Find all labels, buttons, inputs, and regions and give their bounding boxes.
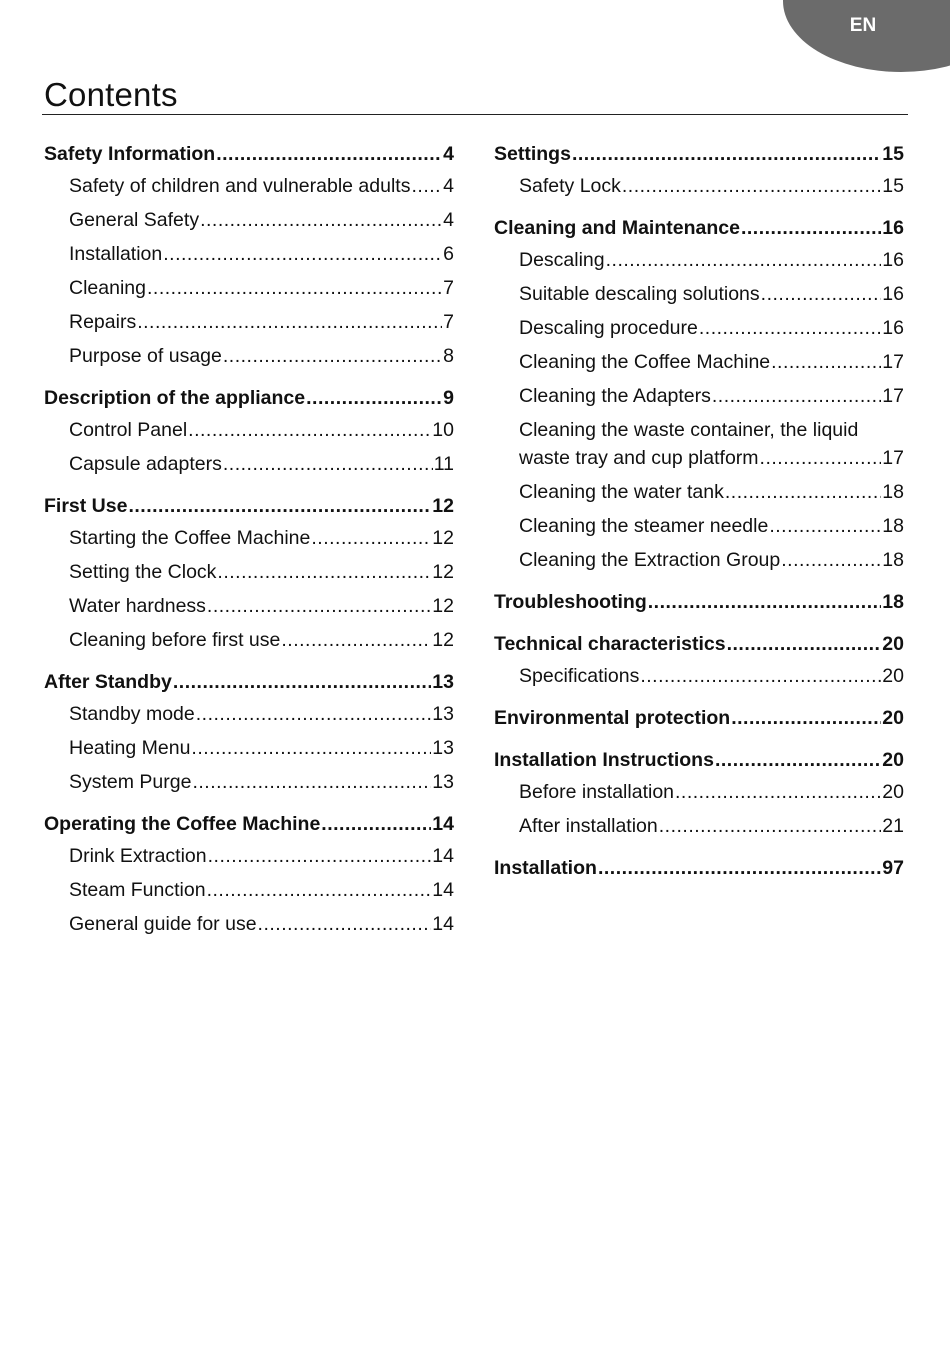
toc-leader-dots <box>598 854 881 882</box>
toc-item-entry[interactable] <box>44 274 454 302</box>
toc-item-label: Before installation <box>519 781 675 803</box>
toc-section-label: Safety Information <box>44 143 216 165</box>
toc-page-number: 21 <box>882 815 904 837</box>
toc-section-entry[interactable] <box>44 810 454 838</box>
toc-leader-dots <box>200 206 442 234</box>
toc-section-entry[interactable] <box>494 214 904 242</box>
toc-section-entry[interactable] <box>44 492 454 520</box>
toc-leader-dots <box>207 592 431 620</box>
toc-item-entry[interactable] <box>44 206 454 234</box>
toc-item-entry[interactable] <box>494 172 904 200</box>
toc-section-entry[interactable] <box>44 668 454 696</box>
toc-page-number: 4 <box>443 143 454 165</box>
toc-page-number: 13 <box>432 771 454 793</box>
toc-leader-dots <box>217 558 431 586</box>
toc-leader-dots <box>188 416 431 444</box>
toc-leader-dots <box>223 342 442 370</box>
toc-leader-dots <box>411 172 442 200</box>
toc-item-entry[interactable] <box>494 546 904 574</box>
toc-leader-dots <box>311 524 431 552</box>
toc-section-entry[interactable] <box>494 746 904 774</box>
toc-item-entry[interactable] <box>44 910 454 938</box>
toc-page-number: 7 <box>443 277 454 299</box>
toc-item-entry[interactable] <box>44 172 454 200</box>
toc-leader-dots <box>622 172 881 200</box>
toc-item-label: Cleaning the Extraction Group <box>519 549 781 571</box>
toc-section-label: Troubleshooting <box>494 591 647 613</box>
toc-item-label: Repairs <box>69 311 137 333</box>
toc-page-number: 12 <box>432 629 454 651</box>
toc-leader-dots <box>216 140 442 168</box>
toc-column-left <box>44 140 454 944</box>
toc-page-number: 18 <box>882 591 904 613</box>
toc-leader-dots <box>760 444 882 472</box>
toc-item-entry[interactable] <box>494 662 904 690</box>
toc-item-label: Steam Function <box>69 879 206 901</box>
toc-leader-dots <box>258 910 432 938</box>
toc-page-number: 20 <box>882 749 904 771</box>
toc-item-entry[interactable] <box>494 778 904 806</box>
toc-item-label: Cleaning <box>69 277 146 299</box>
toc-item-continuation <box>519 444 904 472</box>
toc-page-number: 15 <box>882 175 904 197</box>
toc-page-number: 10 <box>432 419 454 441</box>
toc-item-label: Purpose of usage <box>69 345 222 367</box>
toc-item-label: General Safety <box>69 209 200 231</box>
toc-page-number: 12 <box>432 595 454 617</box>
toc-section-label: Cleaning and Maintenance <box>494 217 740 239</box>
toc-item-entry[interactable] <box>44 592 454 620</box>
toc-leader-dots <box>731 704 881 732</box>
toc-page-number: 12 <box>432 561 454 583</box>
toc-item-entry[interactable] <box>494 348 904 376</box>
toc-item-label: Safety Lock <box>519 175 621 197</box>
toc-item-label: Starting the Coffee Machine <box>69 527 311 549</box>
toc-page-number: 7 <box>443 311 454 333</box>
toc-leader-dots <box>769 512 881 540</box>
toc-leader-dots <box>640 662 881 690</box>
toc-item-label: Drink Extraction <box>69 845 207 867</box>
toc-item-entry[interactable] <box>44 342 454 370</box>
toc-item-entry[interactable] <box>44 558 454 586</box>
toc-item-entry[interactable] <box>494 812 904 840</box>
toc-page-number: 12 <box>432 527 454 549</box>
toc-item-label: Cleaning the water tank <box>519 481 724 503</box>
toc-leader-dots <box>699 314 881 342</box>
toc-leader-dots <box>196 700 432 728</box>
toc-leader-dots <box>208 842 432 870</box>
toc-section-label: Operating the Coffee Machine <box>44 813 321 835</box>
toc-item-entry[interactable] <box>494 280 904 308</box>
toc-leader-dots <box>715 746 881 774</box>
toc-section-label: After Standby <box>44 671 172 693</box>
toc-page-number: 4 <box>443 209 454 231</box>
toc-section-entry[interactable] <box>44 140 454 168</box>
toc-leader-dots <box>306 384 442 412</box>
toc-section-label: First Use <box>44 495 128 517</box>
toc-leader-dots <box>648 588 882 616</box>
toc-leader-dots <box>163 240 442 268</box>
toc-page-number: 20 <box>882 633 904 655</box>
toc-item-label: Heating Menu <box>69 737 191 759</box>
toc-section-label: Settings <box>494 143 571 165</box>
toc-item-entry[interactable] <box>494 382 904 410</box>
toc-page-number: 20 <box>882 707 904 729</box>
toc-page-number: 20 <box>882 781 904 803</box>
toc-leader-dots <box>727 630 882 658</box>
toc-section-label: Technical characteristics <box>494 633 726 655</box>
toc-item-entry[interactable] <box>44 842 454 870</box>
language-label: EN <box>849 15 877 36</box>
toc-page-number: 12 <box>432 495 454 517</box>
toc-page-number: 20 <box>882 665 904 687</box>
toc-item-label: Installation <box>69 243 163 265</box>
toc-item-entry[interactable] <box>494 478 904 506</box>
toc-item-label: Specifications <box>519 665 640 687</box>
toc-item-entry[interactable] <box>44 876 454 904</box>
toc-item-entry[interactable] <box>44 450 454 478</box>
toc-leader-dots <box>675 778 881 806</box>
toc-item-entry[interactable] <box>494 246 904 274</box>
toc-page-number: 16 <box>882 283 904 305</box>
toc-page-number: 14 <box>432 845 454 867</box>
toc-page-number: 16 <box>882 249 904 271</box>
toc-item-entry[interactable] <box>44 524 454 552</box>
toc-section-entry[interactable] <box>494 140 904 168</box>
toc-item-label: General guide for use <box>69 913 257 935</box>
toc-leader-dots <box>659 812 882 840</box>
toc-section-entry[interactable] <box>494 704 904 732</box>
toc-item-entry[interactable] <box>44 416 454 444</box>
toc-leader-dots <box>192 768 431 796</box>
toc-item-label: Cleaning the steamer needle <box>519 515 769 537</box>
toc-item-entry[interactable] <box>44 700 454 728</box>
toc-page-number: 14 <box>432 813 454 835</box>
toc-page-number: 97 <box>882 857 904 879</box>
toc-section-label: Installation <box>494 857 597 879</box>
toc-page-number: 13 <box>432 671 454 693</box>
toc-leader-dots <box>191 734 431 762</box>
toc-page-number: 15 <box>882 143 904 165</box>
toc-item-label: Cleaning the Coffee Machine <box>519 351 771 373</box>
toc-page-number: 8 <box>443 345 454 367</box>
toc-leader-dots <box>147 274 442 302</box>
toc-page-number: 18 <box>882 481 904 503</box>
toc-page-number: 13 <box>432 737 454 759</box>
toc-page-number: 4 <box>443 175 454 197</box>
toc-item-label: Cleaning the Adapters <box>519 385 711 407</box>
toc-section-entry[interactable] <box>44 384 454 412</box>
toc-column-right <box>494 140 904 886</box>
toc-leader-dots <box>771 348 881 376</box>
toc-leader-dots <box>725 478 881 506</box>
toc-item-label: System Purge <box>69 771 192 793</box>
toc-item-label: Setting the Clock <box>69 561 217 583</box>
toc-section-label: Description of the appliance <box>44 387 306 409</box>
page-title: Contents <box>44 76 178 113</box>
toc-item-label: Cleaning the waste container, the liquid <box>519 419 859 441</box>
toc-item-label: Suitable descaling solutions <box>519 283 760 305</box>
title-divider <box>42 114 908 115</box>
toc-page-number: 16 <box>882 317 904 339</box>
toc-page-number: 13 <box>432 703 454 725</box>
toc-page-number: 14 <box>432 879 454 901</box>
toc-item-entry[interactable] <box>44 308 454 336</box>
toc-item-label: Safety of children and vulnerable adults <box>69 175 411 197</box>
toc-section-label: Installation Instructions <box>494 749 714 771</box>
toc-leader-dots <box>606 246 882 274</box>
toc-item-label: Standby mode <box>69 703 195 725</box>
toc-item-label: Cleaning before first use <box>69 629 281 651</box>
toc-item-entry[interactable] <box>44 734 454 762</box>
toc-leader-dots <box>223 450 433 478</box>
toc-leader-dots <box>712 382 881 410</box>
toc-item-entry[interactable] <box>44 768 454 796</box>
toc-item-label: Descaling <box>519 249 605 271</box>
toc-item-label: Water hardness <box>69 595 206 617</box>
toc-item-entry[interactable] <box>44 240 454 268</box>
toc-leader-dots <box>281 626 431 654</box>
toc-leader-dots <box>173 668 431 696</box>
toc-page-number: 11 <box>433 453 454 475</box>
toc-leader-dots <box>781 546 881 574</box>
toc-page-number: 16 <box>882 217 904 239</box>
toc-item-entry[interactable] <box>494 512 904 540</box>
toc-item-label-continued: waste tray and cup platform <box>519 447 759 469</box>
toc-section-entry[interactable] <box>494 588 904 616</box>
toc-page-number: 9 <box>443 387 454 409</box>
toc-page-number: 17 <box>882 447 904 469</box>
toc-leader-dots <box>128 492 431 520</box>
toc-page-number: 14 <box>432 913 454 935</box>
toc-leader-dots <box>572 140 881 168</box>
toc-item-label: Descaling procedure <box>519 317 698 339</box>
toc-leader-dots <box>741 214 881 242</box>
toc-page-number: 18 <box>882 549 904 571</box>
toc-item-entry[interactable] <box>494 314 904 342</box>
toc-item-entry[interactable] <box>44 626 454 654</box>
toc-item-entry[interactable] <box>494 416 904 472</box>
toc-page-number: 18 <box>882 515 904 537</box>
toc-item-label: Control Panel <box>69 419 188 441</box>
toc-page-number: 17 <box>882 351 904 373</box>
toc-page-number: 6 <box>443 243 454 265</box>
toc-item-label: Capsule adapters <box>69 453 222 475</box>
toc-section-entry[interactable] <box>494 854 904 882</box>
toc-item-label: After installation <box>519 815 658 837</box>
toc-leader-dots <box>321 810 431 838</box>
toc-section-entry[interactable] <box>494 630 904 658</box>
toc-leader-dots <box>137 308 442 336</box>
toc-leader-dots <box>207 876 432 904</box>
toc-page-number: 17 <box>882 385 904 407</box>
toc-leader-dots <box>761 280 882 308</box>
toc-section-label: Environmental protection <box>494 707 731 729</box>
